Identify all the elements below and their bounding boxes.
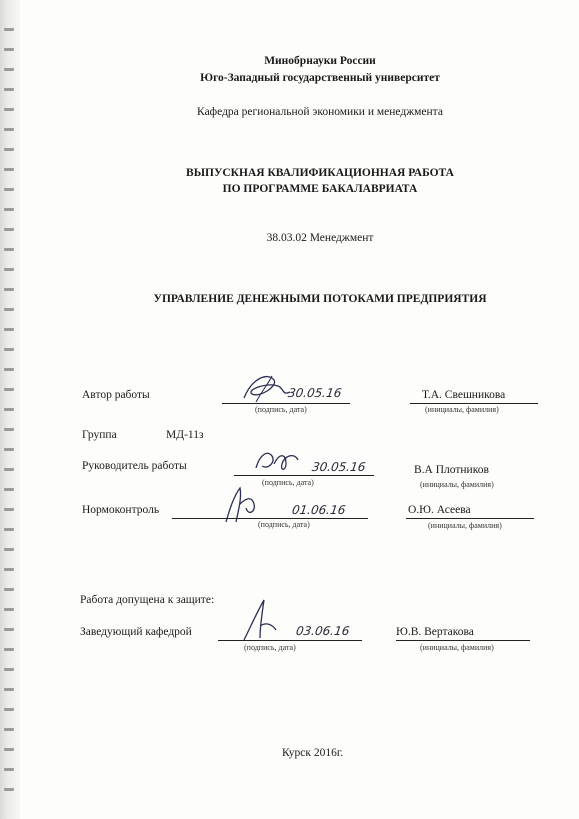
binding-staple: [4, 48, 14, 51]
binding-staple: [4, 788, 14, 791]
binding-staple: [4, 488, 14, 491]
binding-staple: [4, 768, 14, 771]
binding-staple: [4, 588, 14, 591]
binding-staple: [4, 108, 14, 111]
binding-staple: [4, 548, 14, 551]
binding-staple: [4, 728, 14, 731]
admission-label: Работа допущена к защите:: [80, 594, 215, 606]
work-type-line2: ПО ПРОГРАММЕ БАКАЛАВРИАТА: [222, 183, 418, 195]
normcontrol-label: Нормоконтроль: [82, 504, 160, 516]
author-name: Т.А. Свешникова: [422, 389, 506, 401]
binding-staple: [4, 228, 14, 231]
normcontrol-sign-line: [172, 518, 368, 519]
ministry-title: Минобрнауки России: [264, 55, 376, 67]
author-label: Автор работы: [82, 389, 150, 401]
city-year: Курск 2016г.: [282, 747, 344, 759]
binding-staple: [4, 268, 14, 271]
binding-staple: [4, 408, 14, 411]
supervisor-name-caption: (инициалы, фамилия): [420, 480, 494, 489]
normcontrol-name-caption: (инициалы, фамилия): [428, 521, 502, 530]
author-sign-date: 30.05.16: [287, 386, 343, 400]
binding-staple: [4, 468, 14, 471]
normcontrol-name-line: [406, 518, 534, 519]
binding-staple: [4, 68, 14, 71]
binding-staple: [4, 288, 14, 291]
normcontrol-sign-caption: (подпись, дата): [258, 520, 310, 529]
supervisor-signature: [252, 444, 312, 478]
group-label: Группа: [82, 429, 117, 441]
head-label: Заведующий кафедрой: [80, 626, 192, 638]
binding-staple: [4, 508, 14, 511]
supervisor-name: В.А Плотников: [414, 464, 489, 476]
normcontrol-sign-date: 01.06.16: [291, 503, 347, 517]
binding-staple: [4, 188, 14, 191]
binding-staple: [4, 428, 14, 431]
binding-staple: [4, 628, 14, 631]
binding-strip: [0, 0, 20, 819]
binding-staple: [4, 708, 14, 711]
head-sign-date: 03.06.16: [295, 624, 351, 638]
binding-staple: [4, 648, 14, 651]
normcontrol-name: О.Ю. Асеева: [408, 504, 471, 516]
binding-staple: [4, 128, 14, 131]
binding-staple: [4, 688, 14, 691]
author-name-caption: (инициалы, фамилия): [425, 405, 499, 414]
department-title: Кафедра региональной экономики и менеджмента: [197, 106, 443, 118]
supervisor-label: Руководитель работы: [82, 460, 187, 472]
binding-staple: [4, 748, 14, 751]
binding-staple: [4, 248, 14, 251]
supervisor-sign-caption: (подпись, дата): [262, 478, 314, 487]
specialty-code: 38.03.02 Менеджмент: [266, 232, 374, 244]
head-name: Ю.В. Вертакова: [396, 626, 474, 638]
binding-staple: [4, 668, 14, 671]
binding-staple: [4, 328, 14, 331]
group-value: МД-11з: [166, 429, 204, 441]
author-sign-caption: (подпись, дата): [255, 405, 307, 414]
binding-staple: [4, 348, 14, 351]
binding-staple: [4, 88, 14, 91]
binding-staple: [4, 388, 14, 391]
head-name-caption: (инициалы, фамилия): [420, 643, 494, 652]
head-signature: [238, 594, 282, 646]
binding-staple: [4, 168, 14, 171]
head-name-line: [396, 640, 530, 641]
head-sign-caption: (подпись, дата): [244, 643, 296, 652]
binding-staple: [4, 368, 14, 371]
binding-staple: [4, 208, 14, 211]
thesis-topic: УПРАВЛЕНИЕ ДЕНЕЖНЫМИ ПОТОКАМИ ПРЕДПРИЯТИЯ: [153, 293, 487, 305]
binding-staple: [4, 448, 14, 451]
binding-staple: [4, 568, 14, 571]
binding-staple: [4, 28, 14, 31]
supervisor-sign-date: 30.05.16: [311, 460, 367, 474]
author-name-line: [410, 403, 538, 404]
binding-staple: [4, 148, 14, 151]
work-type-line1: ВЫПУСКНАЯ КВАЛИФИКАЦИОННАЯ РАБОТА: [186, 167, 454, 179]
university-title: Юго-Западный государственный университет: [200, 72, 440, 84]
binding-staple: [4, 608, 14, 611]
binding-staple: [4, 528, 14, 531]
binding-staple: [4, 308, 14, 311]
